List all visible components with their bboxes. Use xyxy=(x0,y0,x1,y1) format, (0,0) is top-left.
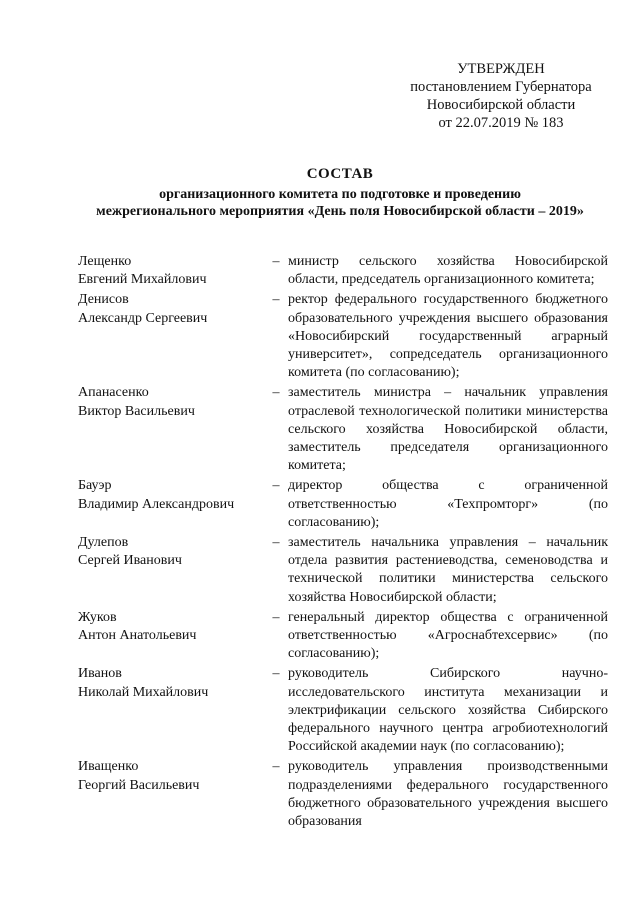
approval-status: УТВЕРЖДЕН xyxy=(457,61,545,77)
document-subtitle-line1: организационного комитета по подготовке и проведению xyxy=(159,186,521,202)
member-entry xyxy=(78,291,608,382)
member-surname: Жуков xyxy=(78,609,117,625)
member-entry xyxy=(78,534,608,607)
member-name xyxy=(78,291,263,327)
member-entry xyxy=(78,758,608,831)
member-surname: Иващенко xyxy=(78,759,139,775)
member-role: заместитель начальника управления – начальник отдела развития растениеводства, семеноводства и технической политики министерства сельского хозяйства Новосибирской области; xyxy=(288,535,608,605)
member-given-name: Сергей Иванович xyxy=(78,553,182,569)
member-given-name: Николай Михайлович xyxy=(78,684,209,700)
document-subtitle-line2: межрегионального мероприятия «День поля Новосибирской области – 2019» xyxy=(96,204,584,219)
member-name xyxy=(78,253,263,289)
member-name xyxy=(78,609,263,645)
member-dash: – xyxy=(272,254,280,269)
member-name xyxy=(78,534,263,570)
member-dash: – xyxy=(272,292,280,308)
member-dash: – xyxy=(272,609,280,625)
member-entry xyxy=(78,477,608,532)
approval-decree: постановлением Губернатора xyxy=(410,79,592,95)
document-title: СОСТАВ xyxy=(306,166,374,182)
member-entry xyxy=(78,665,608,756)
member-dash: – xyxy=(272,535,280,551)
member-dash: – xyxy=(272,385,280,401)
member-surname: Иванов xyxy=(78,666,122,682)
member-role: директор общества с ограниченной ответственностью «Техпромторг» (по согласованию); xyxy=(288,478,608,530)
member-role: руководитель Сибирского научно-исследовательского института механизации и электрификации сельского хозяйства Сибирского федерального научного центра агробиотехнологий Российской академии наук (по согласованию); xyxy=(288,666,608,755)
member-given-name: Владимир Александрович xyxy=(78,496,235,512)
member-given-name: Виктор Васильевич xyxy=(78,403,195,419)
member-role: министр сельского хозяйства Новосибирской области, председатель организационного комитета; xyxy=(288,254,608,288)
member-surname: Денисов xyxy=(78,292,129,308)
member-dash: – xyxy=(272,478,280,494)
member-surname: Апанасенко xyxy=(78,385,149,401)
member-role: ректор федерального государственного бюджетного образовательного учреждения высшего образования «Новосибирский государственный аграрный университет», сопредседатель организационного комитета (по согласованию); xyxy=(288,292,608,381)
approval-region: Новосибирской области xyxy=(426,97,576,113)
member-dash: – xyxy=(272,759,280,775)
member-surname: Бауэр xyxy=(78,478,112,494)
member-entry xyxy=(78,253,608,289)
member-name xyxy=(78,758,263,794)
member-name xyxy=(78,665,263,701)
member-entry xyxy=(78,609,608,664)
member-given-name: Александр Сергеевич xyxy=(78,310,208,326)
document-heading xyxy=(40,166,640,221)
member-role: заместитель министра – начальник управления отраслевой технологической политики министерства сельского хозяйства Новосибирской области, заместитель председателя организационного комитета; xyxy=(288,385,608,474)
member-role: руководитель управления производственными подразделениями федерального государственного бюджетного образовательного учреждения высшего образования xyxy=(288,759,608,830)
approval-block xyxy=(370,60,632,132)
member-surname: Дулепов xyxy=(78,535,129,551)
member-entry xyxy=(78,384,608,475)
committee-members-list xyxy=(78,253,608,833)
member-given-name: Евгений Михайлович xyxy=(78,272,207,288)
member-given-name: Георгий Васильевич xyxy=(78,777,200,793)
member-surname: Лещенко xyxy=(78,254,132,269)
member-role: генеральный директор общества с ограниченной ответственностью «Агроснабтехсервис» (по согласованию); xyxy=(288,609,608,662)
member-name xyxy=(78,477,263,513)
member-name xyxy=(78,384,263,420)
member-given-name: Антон Анатольевич xyxy=(78,628,197,644)
approval-date-number: от 22.07.2019 № 183 xyxy=(438,115,564,131)
member-dash: – xyxy=(272,666,280,682)
